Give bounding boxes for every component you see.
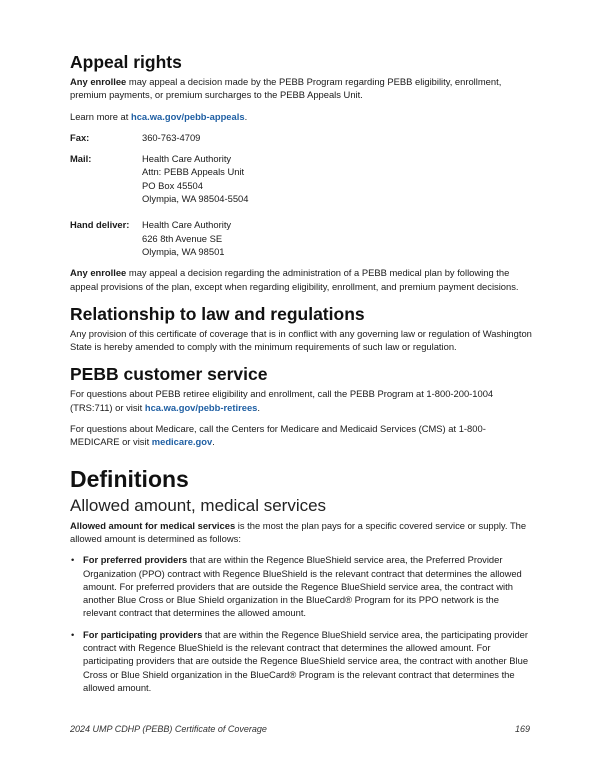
learn-more-line: [70, 110, 532, 123]
page-footer: [70, 724, 530, 734]
customer-p2-text: For questions about Medicare, call the Centers for Medicare and Medicaid Services (CMS) at 1-800-MEDICARE or visit: [70, 423, 486, 448]
mail-line: Attn: PEBB Appeals Unit: [142, 166, 245, 178]
definitions-heading: Definitions: [70, 465, 189, 492]
appeal-rights-heading: Appeal rights: [70, 52, 182, 72]
definitions-intro: [70, 519, 532, 546]
page-number: 169: [514, 724, 530, 734]
hand-deliver-label: Hand deliver:: [70, 219, 130, 231]
definitions-intro-text: is the most the plan pays for a specific covered service or supply. The allowed amount is determined as follows:: [70, 519, 527, 544]
mail-line: Health Care Authority: [142, 153, 232, 165]
fax-row: [70, 131, 532, 144]
learn-more-prefix: Learn more at: [70, 110, 131, 122]
definitions-bullet-list: [70, 553, 532, 694]
customer-paragraph-1: [70, 387, 532, 414]
customer-service-heading: PEBB customer service: [70, 364, 268, 385]
definitions-intro-bold: Allowed amount for medical services: [70, 519, 236, 531]
list-item: [70, 553, 532, 619]
customer-p2-suffix: .: [212, 436, 215, 448]
bullet-icon: •: [71, 628, 75, 640]
medicare-link[interactable]: medicare.gov: [151, 436, 213, 448]
customer-p1-suffix: .: [257, 401, 260, 413]
appeal-p2-bold: Any enrollee: [70, 267, 127, 279]
hand-line: 626 8th Avenue SE: [142, 232, 223, 244]
bullet-icon: •: [71, 554, 75, 566]
hand-deliver-address: [142, 218, 231, 258]
fax-value: 360-763-4709: [142, 131, 201, 143]
law-heading: Relationship to law and regulations: [70, 303, 365, 324]
customer-p1-text: For questions about PEBB retiree eligibility and enrollment, call the PEBB Program at 1-800-200-1004 (TRS:711) or visit: [70, 388, 494, 413]
customer-paragraph-2: [70, 422, 532, 449]
mail-line: Olympia, WA 98504-5504: [142, 193, 249, 205]
bullet-text: that are within the Regence BlueShield service area, the participating provider contract with Regence BlueShield is the relevant contract that determines the allowed amount. For participating providers that are outside the Regence BlueShield service area, the contract with another Blue Cross or Blue Shield organization in the BlueCard® Program is the relevant contract that determines the allowed amount.: [83, 628, 529, 693]
mail-label: Mail:: [70, 153, 92, 165]
appeal-p2-text: may appeal a decision regarding the administration of a PEBB medical plan by following the appeal provisions of the plan, except when regarding eligibility, enrollment, and premium payment decisions.: [70, 267, 519, 292]
allowed-amount-subheading: Allowed amount, medical services: [70, 495, 327, 515]
hand-line: Health Care Authority: [142, 219, 232, 231]
mail-address: [142, 152, 248, 205]
appeal-paragraph-1: [70, 75, 532, 102]
document-page: [70, 52, 532, 694]
appeal-paragraph-2: [70, 266, 532, 293]
mail-line: PO Box 45504: [142, 179, 203, 191]
hand-deliver-row: [70, 218, 532, 258]
mail-row: [70, 152, 532, 205]
bullet-bold: For participating providers: [83, 628, 203, 640]
appeal-p1-bold: Any enrollee: [70, 76, 127, 87]
pebb-retirees-link[interactable]: hca.wa.gov/pebb-retirees: [144, 401, 258, 413]
footer-title: 2024 UMP CDHP (PEBB) Certificate of Coverage: [70, 724, 267, 734]
bullet-text: that are within the Regence BlueShield service area, the Preferred Provider Organization (PPO) contract with Regence BlueShield is the relevant contract that determines the allowed amount. For preferred providers that are outside the Regence BlueShield service area, the contract with another Blue Cross or Blue Shield organization in the BlueCard® Program for its PPO network is the relevant contract that determines the allowed amount.: [83, 554, 522, 619]
hand-line: Olympia, WA 98501: [142, 245, 225, 257]
appeal-p1-text: may appeal a decision made by the PEBB Program regarding PEBB eligibility, enrollment, premium payments, or premium surcharges to the PEBB Appeals Unit.: [70, 76, 502, 101]
pebb-appeals-link[interactable]: hca.wa.gov/pebb-appeals: [130, 110, 245, 122]
learn-more-suffix: .: [244, 110, 248, 122]
law-paragraph: Any provision of this certificate of coverage that is in conflict with any governing law or regulation of Washington State is hereby amended to comply with the minimum requirements of such law or regulation.: [70, 327, 532, 353]
fax-label: Fax:: [70, 131, 90, 143]
list-item: [70, 628, 532, 694]
bullet-bold: For preferred providers: [83, 554, 188, 566]
